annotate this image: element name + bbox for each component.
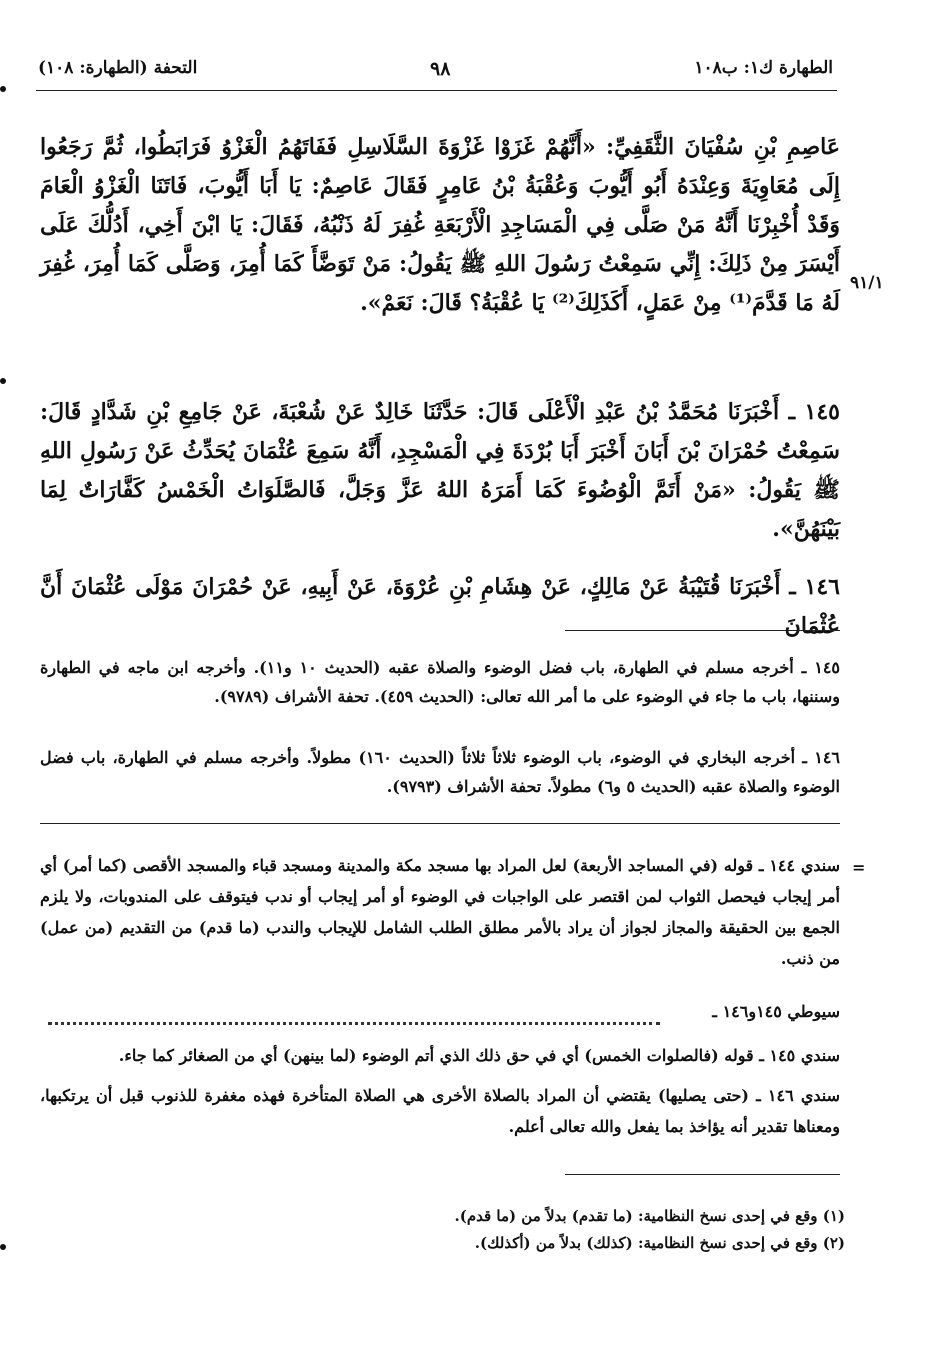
footnote-divider: [565, 630, 840, 631]
suyuti-label: سيوطي ١٤٥و١٤٦ ـ: [712, 1002, 840, 1021]
running-header-tuhfa: التحفة (الطهارة: ١٠٨): [38, 58, 198, 78]
commentary-divider: [40, 823, 840, 824]
scan-dot: [0, 1244, 6, 1250]
running-header-chapter: الطهارة ك١: ب١٠٨: [694, 58, 833, 78]
takhrij-146: ١٤٦ ـ أخرجه البخاري في الوضوء، باب الوضوء ثلاثاً ثلاثاً (الحديث ١٦٠) مطولاً. وأخرجه مسلم في الطهارة، باب فضل الوضوء والصلاة عقبه (الحديث ٥ و٦) مطولاً. تحفة الأشراف (٩٧٩٣).: [40, 748, 840, 796]
sindi-145: سندي ١٤٥ ـ قوله (فالصلوات الخمس) أي في حق ذلك الذي أتم الوضوء (لما بينهن) أي من الصغائر كما جاء.: [118, 1046, 840, 1065]
header-divider: [36, 90, 837, 91]
suyuti-145-146: [40, 1002, 840, 1032]
hadith-145: ١٤٥ ـ أَخْبَرَنَا مُحَمَّدُ بْنُ عَبْدِ الْأَعْلَى قَالَ: حَدَّثَنَا خَالِدٌ عَنْ شُعْبَةَ، عَنْ جَامِعِ بْنِ شَدَّادٍ قَالَ: سَمِعْتُ حُمْرَانَ بْنَ أَبَانَ أَخْبَرَ أَبَا بُرْدَةَ فِي الْمَسْجِدِ، أَنَّهُ سَمِعَ عُثْمَانَ يُحَدِّثُ عَنْ رَسُولِ اللهِ ﷺ يَقُولُ: «مَنْ أَتَمَّ الْوُضُوءَ كَمَا أَمَرَهُ اللهُ عَزَّ وَجَلَّ، فَالصَّلَوَاتُ الْخَمْسُ كَفَّارَاتٌ لِمَا بَيْنَهُنَّ».: [40, 399, 840, 542]
note-2: (٢) وقع في إحدى نسخ النظامية: (كذلك) بدلاً من (أكذلك).: [474, 1234, 845, 1252]
continuation-mark: =: [852, 858, 866, 877]
scan-dot: [0, 378, 6, 384]
sindi-144: سندي ١٤٤ ـ قوله (في المساجد الأربعة) لعل المراد بها مسجد مكة والمدينة ومسجد قباء والمسجد الأقصى (كما أمر) أي أمر إيجاب فيحصل الثواب لمن اقتصر على الواجبات في الوضوء أو أمر إيجاب أو ندب فيتوقف على المندوبات، ولا يلزم الجمع بين الحقيقة والمجاز لجواز أن يراد بالأمر مطلق الطلب الشامل للإيجاب والندب (ما قدم) من التقديم (من عمل) من ذنب.: [40, 856, 841, 968]
takhrij-145: ١٤٥ ـ أخرجه مسلم في الطهارة، باب فضل الوضوء والصلاة عقبه (الحديث ١٠ و١١). وأخرجه ابن ماجه في الطهارة وسننها، باب ما جاء في الوضوء على ما أمر الله تعالى: (الحديث ٤٥٩). تحفة الأشراف (٩٧٨٩).: [40, 658, 841, 706]
hadith-146-start: ١٤٦ ـ أَخْبَرَنَا قُتَيْبَةُ عَنْ مَالِكٍ، عَنْ هِشَامِ بْنِ عُرْوَةَ، عَنْ أَبِيهِ، عَنْ حُمْرَانَ مَوْلَى عُثْمَانَ أَنَّ عُثْمَانَ: [40, 574, 840, 639]
dotted-leader: [48, 1022, 660, 1025]
hadith-144-continuation: عَاصِمِ بْنِ سُفْيَانَ الثَّقَفِيِّ: «أَنَّهُمْ غَزَوْا غَزْوَةَ السَّلَاسِلِ فَفَاتَهُمُ الْغَزْوُ فَرَابَطُوا، ثُمَّ رَجَعُوا إِلَى مُعَاوِيَةَ وَعِنْدَهُ أَبُو أَيُّوبَ وَعُقْبَةُ بْنُ عَامِرٍ فَقَالَ عَاصِمٌ: يَا أَبَا أَيُّوبَ، فَاتَنَا الْغَزْوُ الْعَامَ وَقَدْ أُخْبِرْنَا أَنَّهُ مَنْ صَلَّى فِي الْمَسَاجِدِ الْأَرْبَعَةِ غُفِرَ لَهُ ذَنْبُهُ، فَقَالَ: يَا ابْنَ أَخِي، أَدُلُّكَ عَلَى أَيْسَرَ مِنْ ذَلِكَ: إِنِّي سَمِعْتُ رَسُولَ اللهِ ﷺ يَقُولُ: مَنْ تَوَضَّأَ كَمَا أُمِرَ، وَصَلَّى كَمَا أُمِرَ، غُفِرَ لَهُ مَا قَدَّمَ⁽¹⁾ مِنْ عَمَلٍ، أَكَذَلِكَ⁽²⁾ يَا عُقْبَةُ؟ قَالَ: نَعَمْ».: [40, 134, 840, 316]
notes-divider: [565, 1174, 840, 1175]
sindi-146: سندي ١٤٦ ـ (حتى يصليها) يقتضي أن المراد بالصلاة الأخرى هي الصلاة المتأخرة فهذه مغفرة للذنوب قبل أن يرتكبها، ومعناها تقدير أنه يؤاخذ بما يفعل والله تعالى أعلم.: [40, 1086, 840, 1136]
page-number: ٩٨: [430, 58, 451, 80]
margin-reference: ٩١/١: [850, 273, 884, 293]
note-1: (١) وقع في إحدى نسخ النظامية: (ما تقدم) بدلاً من (ما قدم).: [454, 1207, 845, 1225]
scan-dot: [0, 86, 6, 92]
